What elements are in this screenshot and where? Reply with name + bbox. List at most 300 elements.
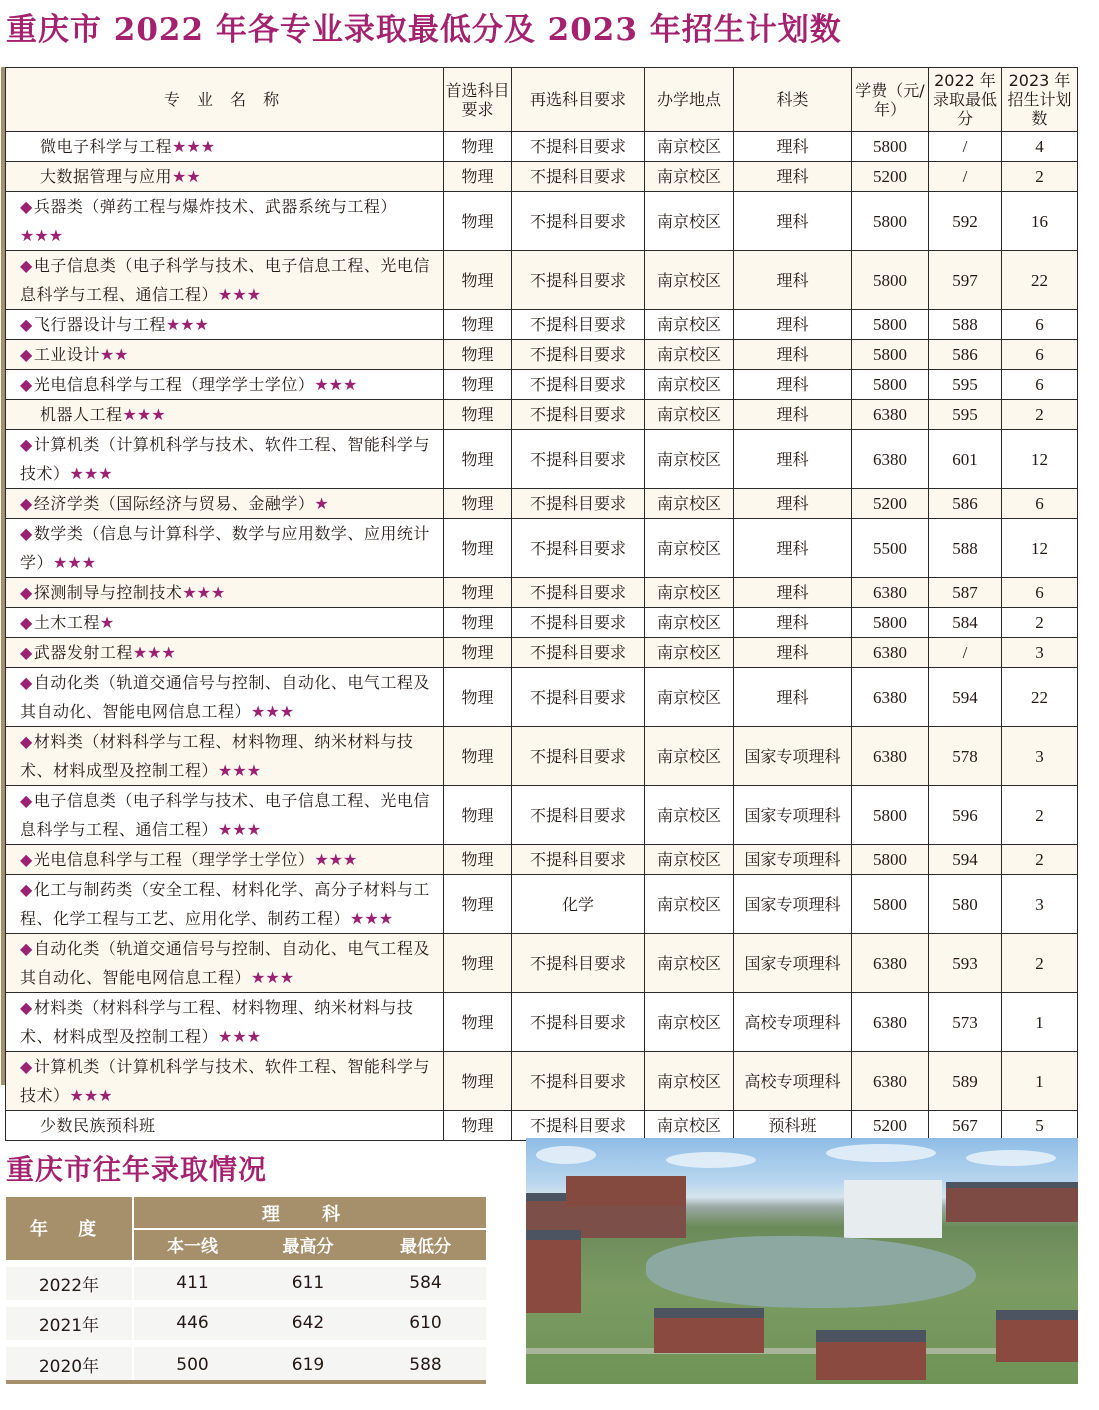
major-name: 工业设计 — [33, 345, 100, 364]
plan-2023-cell: 5 — [1002, 1111, 1078, 1141]
table-row — [6, 519, 1078, 578]
star-rating-icon: ★★★ — [20, 226, 64, 245]
second-subject-cell: 不提科目要求 — [512, 608, 645, 638]
second-subject-cell: 不提科目要求 — [512, 162, 645, 192]
plan-2023-cell: 12 — [1002, 430, 1078, 489]
major-name-cell — [6, 1052, 444, 1111]
category-cell: 高校专项理科 — [734, 993, 852, 1052]
major-name-cell — [6, 578, 444, 608]
category-cell: 理科 — [734, 519, 852, 578]
location-cell: 南京校区 — [645, 162, 734, 192]
category-cell: 理科 — [734, 668, 852, 727]
second-subject-cell: 不提科目要求 — [512, 845, 645, 875]
min-score-2022-cell: 595 — [929, 370, 1002, 400]
second-subject-cell: 不提科目要求 — [512, 934, 645, 993]
first-subject-cell: 物理 — [444, 608, 512, 638]
major-name: 材料类（材料科学与工程、材料物理、纳米材料与技术、材料成型及控制工程） — [20, 998, 414, 1046]
first-subject-cell: 物理 — [444, 370, 512, 400]
location-cell: 南京校区 — [645, 489, 734, 519]
campus-aerial-photo — [526, 1138, 1078, 1384]
diamond-marker-icon: ◆ — [20, 345, 33, 364]
diamond-marker-icon: ◆ — [20, 613, 33, 632]
second-subject-cell: 不提科目要求 — [512, 578, 645, 608]
col-header-name: 专 业 名 称 — [6, 68, 444, 132]
min-score-2022-cell: 597 — [929, 251, 1002, 310]
min-score-2022-cell: 594 — [929, 845, 1002, 875]
tuition-cell: 6380 — [852, 638, 929, 668]
first-subject-cell: 物理 — [444, 845, 512, 875]
table-row — [6, 934, 1078, 993]
second-subject-cell: 不提科目要求 — [512, 1052, 645, 1111]
second-subject-cell: 不提科目要求 — [512, 993, 645, 1052]
category-cell: 国家专项理科 — [734, 727, 852, 786]
tuition-cell: 5200 — [852, 1111, 929, 1141]
category-cell: 预科班 — [734, 1111, 852, 1141]
star-rating-icon: ★★★ — [251, 968, 295, 987]
tuition-cell: 6380 — [852, 400, 929, 430]
major-name: 自动化类（轨道交通信号与控制、自动化、电气工程及其自动化、智能电网信息工程） — [20, 673, 430, 721]
min-score-2022-cell: 586 — [929, 489, 1002, 519]
table-row — [6, 845, 1078, 875]
category-cell: 理科 — [734, 310, 852, 340]
min-score-2022-cell: 584 — [929, 608, 1002, 638]
tuition-cell: 6380 — [852, 934, 929, 993]
history-row — [6, 1343, 486, 1383]
star-rating-icon: ★★★ — [314, 850, 358, 869]
star-rating-icon: ★★★ — [218, 761, 262, 780]
star-rating-icon: ★★★ — [172, 137, 216, 156]
major-name-cell — [6, 162, 444, 192]
min-score-2022-cell: 580 — [929, 875, 1002, 934]
history-col-max: 最高分 — [251, 1229, 365, 1263]
location-cell: 南京校区 — [645, 608, 734, 638]
plan-2023-cell: 6 — [1002, 310, 1078, 340]
diamond-marker-icon: ◆ — [20, 643, 33, 662]
major-name-cell — [6, 934, 444, 993]
table-row — [6, 638, 1078, 668]
major-name-cell — [6, 638, 444, 668]
star-rating-icon: ★★★ — [122, 405, 166, 424]
col-header-plan-2023: 2023 年招生计划数 — [1002, 68, 1078, 132]
major-name: 化工与制药类（安全工程、材料化学、高分子材料与工程、化学工程与工艺、应用化学、制药工程） — [20, 880, 430, 928]
plan-2023-cell: 6 — [1002, 578, 1078, 608]
table-row — [6, 400, 1078, 430]
diamond-marker-icon: ◆ — [20, 939, 33, 958]
table-row — [6, 310, 1078, 340]
plan-2023-cell: 1 — [1002, 1052, 1078, 1111]
plan-2023-cell: 12 — [1002, 519, 1078, 578]
table-row — [6, 578, 1078, 608]
location-cell: 南京校区 — [645, 251, 734, 310]
min-score-2022-cell: 587 — [929, 578, 1002, 608]
plan-2023-cell: 1 — [1002, 993, 1078, 1052]
location-cell: 南京校区 — [645, 192, 734, 251]
history-max: 611 — [251, 1263, 365, 1303]
plan-2023-cell: 3 — [1002, 727, 1078, 786]
diamond-marker-icon: ◆ — [20, 197, 33, 216]
category-cell: 国家专项理科 — [734, 845, 852, 875]
star-rating-icon: ★ — [314, 494, 329, 513]
tuition-cell: 5800 — [852, 845, 929, 875]
second-subject-cell: 不提科目要求 — [512, 430, 645, 489]
plan-2023-cell: 2 — [1002, 845, 1078, 875]
tuition-cell: 6380 — [852, 430, 929, 489]
table-row — [6, 340, 1078, 370]
tuition-cell: 6380 — [852, 578, 929, 608]
major-name-cell — [6, 340, 444, 370]
major-name: 大数据管理与应用 — [40, 167, 173, 186]
major-name: 兵器类（弹药工程与爆炸技术、武器系统与工程） — [33, 197, 397, 216]
diamond-marker-icon: ◆ — [20, 435, 33, 454]
col-header-second-subject: 再选科目要求 — [512, 68, 645, 132]
table-row — [6, 162, 1078, 192]
category-cell: 理科 — [734, 608, 852, 638]
location-cell: 南京校区 — [645, 1052, 734, 1111]
diamond-marker-icon: ◆ — [20, 850, 33, 869]
major-name: 数学类（信息与计算科学、数学与应用数学、应用统计学） — [20, 524, 430, 572]
first-subject-cell: 物理 — [444, 251, 512, 310]
table-row — [6, 430, 1078, 489]
history-year: 2022年 — [6, 1263, 133, 1303]
major-name: 光电信息科学与工程（理学学士学位） — [33, 375, 315, 394]
category-cell: 国家专项理科 — [734, 934, 852, 993]
first-subject-cell: 物理 — [444, 430, 512, 489]
major-name-cell — [6, 489, 444, 519]
first-subject-cell: 物理 — [444, 489, 512, 519]
table-row — [6, 1111, 1078, 1141]
first-subject-cell: 物理 — [444, 786, 512, 845]
major-name: 飞行器设计与工程 — [33, 315, 166, 334]
star-rating-icon: ★★★ — [53, 553, 97, 572]
major-name: 经济学类（国际经济与贸易、金融学） — [33, 494, 315, 513]
major-name-cell — [6, 430, 444, 489]
major-name-cell — [6, 370, 444, 400]
min-score-2022-cell: / — [929, 638, 1002, 668]
first-subject-cell: 物理 — [444, 1052, 512, 1111]
second-subject-cell: 不提科目要求 — [512, 132, 645, 162]
history-line: 446 — [133, 1303, 251, 1343]
plan-2023-cell: 2 — [1002, 162, 1078, 192]
tuition-cell: 6380 — [852, 1052, 929, 1111]
location-cell: 南京校区 — [645, 993, 734, 1052]
history-min: 610 — [365, 1303, 486, 1343]
table-row — [6, 370, 1078, 400]
second-subject-cell: 不提科目要求 — [512, 1111, 645, 1141]
min-score-2022-cell: 588 — [929, 519, 1002, 578]
table-row — [6, 132, 1078, 162]
admission-plan-table — [5, 67, 1078, 1141]
diamond-marker-icon: ◆ — [20, 524, 33, 543]
table-row — [6, 727, 1078, 786]
first-subject-cell: 物理 — [444, 310, 512, 340]
location-cell: 南京校区 — [645, 430, 734, 489]
star-rating-icon: ★★★ — [182, 583, 226, 602]
star-rating-icon: ★★ — [99, 345, 129, 364]
major-name: 自动化类（轨道交通信号与控制、自动化、电气工程及其自动化、智能电网信息工程） — [20, 939, 430, 987]
category-cell: 理科 — [734, 370, 852, 400]
min-score-2022-cell: 595 — [929, 400, 1002, 430]
diamond-marker-icon: ◆ — [20, 791, 33, 810]
plan-2023-cell: 3 — [1002, 638, 1078, 668]
category-cell: 理科 — [734, 400, 852, 430]
col-header-tuition: 学费（元/年） — [852, 68, 929, 132]
min-score-2022-cell: / — [929, 132, 1002, 162]
major-name: 少数民族预科班 — [40, 1116, 156, 1135]
tuition-cell: 5800 — [852, 192, 929, 251]
second-subject-cell: 不提科目要求 — [512, 192, 645, 251]
min-score-2022-cell: 601 — [929, 430, 1002, 489]
second-subject-cell: 不提科目要求 — [512, 370, 645, 400]
star-rating-icon: ★★★ — [251, 702, 295, 721]
plan-2023-cell: 3 — [1002, 875, 1078, 934]
tuition-cell: 5800 — [852, 340, 929, 370]
location-cell: 南京校区 — [645, 519, 734, 578]
star-rating-icon: ★★★ — [132, 643, 176, 662]
major-name-cell — [6, 727, 444, 786]
tuition-cell: 5800 — [852, 251, 929, 310]
history-year: 2020年 — [6, 1343, 133, 1383]
history-table-bottom-rule — [6, 1380, 486, 1384]
plan-2023-cell: 4 — [1002, 132, 1078, 162]
category-cell: 高校专项理科 — [734, 1052, 852, 1111]
diamond-marker-icon: ◆ — [20, 375, 33, 394]
first-subject-cell: 物理 — [444, 875, 512, 934]
min-score-2022-cell: 592 — [929, 192, 1002, 251]
history-col-min: 最低分 — [365, 1229, 486, 1263]
category-cell: 理科 — [734, 489, 852, 519]
category-cell: 理科 — [734, 251, 852, 310]
location-cell: 南京校区 — [645, 934, 734, 993]
major-name: 机器人工程 — [40, 405, 123, 424]
history-row — [6, 1263, 486, 1303]
major-name-cell — [6, 875, 444, 934]
location-cell: 南京校区 — [645, 638, 734, 668]
plan-2023-cell: 2 — [1002, 786, 1078, 845]
second-subject-cell: 不提科目要求 — [512, 400, 645, 430]
history-line: 411 — [133, 1263, 251, 1303]
history-title: 重庆市往年录取情况 — [6, 1153, 268, 1186]
history-min: 588 — [365, 1343, 486, 1383]
history-max: 642 — [251, 1303, 365, 1343]
major-name: 土木工程 — [33, 613, 100, 632]
tuition-cell: 5500 — [852, 519, 929, 578]
category-cell: 理科 — [734, 578, 852, 608]
tuition-cell: 6380 — [852, 668, 929, 727]
major-name-cell — [6, 993, 444, 1052]
history-max: 619 — [251, 1343, 365, 1383]
plan-2023-cell: 2 — [1002, 608, 1078, 638]
major-name: 微电子科学与工程 — [40, 137, 173, 156]
second-subject-cell: 不提科目要求 — [512, 489, 645, 519]
plan-2023-cell: 22 — [1002, 251, 1078, 310]
plan-2023-cell: 6 — [1002, 489, 1078, 519]
location-cell: 南京校区 — [645, 727, 734, 786]
first-subject-cell: 物理 — [444, 400, 512, 430]
first-subject-cell: 物理 — [444, 519, 512, 578]
category-cell: 国家专项理科 — [734, 786, 852, 845]
major-name-cell — [6, 1111, 444, 1141]
location-cell: 南京校区 — [645, 400, 734, 430]
plan-2023-cell: 2 — [1002, 400, 1078, 430]
history-min: 584 — [365, 1263, 486, 1303]
major-name-cell — [6, 310, 444, 340]
major-name-cell — [6, 400, 444, 430]
first-subject-cell: 物理 — [444, 727, 512, 786]
location-cell: 南京校区 — [645, 340, 734, 370]
min-score-2022-cell: 588 — [929, 310, 1002, 340]
min-score-2022-cell: 589 — [929, 1052, 1002, 1111]
major-name-cell — [6, 786, 444, 845]
plan-2023-cell: 16 — [1002, 192, 1078, 251]
tuition-cell: 5800 — [852, 132, 929, 162]
major-name-cell — [6, 251, 444, 310]
history-col-year: 年 度 — [6, 1197, 133, 1263]
star-rating-icon: ★★★ — [218, 285, 262, 304]
category-cell: 理科 — [734, 162, 852, 192]
tuition-cell: 5200 — [852, 489, 929, 519]
table-row — [6, 668, 1078, 727]
min-score-2022-cell: 573 — [929, 993, 1002, 1052]
first-subject-cell: 物理 — [444, 340, 512, 370]
location-cell: 南京校区 — [645, 875, 734, 934]
second-subject-cell: 不提科目要求 — [512, 786, 645, 845]
major-name: 探测制导与控制技术 — [33, 583, 183, 602]
table-row — [6, 489, 1078, 519]
location-cell: 南京校区 — [645, 668, 734, 727]
table-row — [6, 786, 1078, 845]
location-cell: 南京校区 — [645, 132, 734, 162]
category-cell: 理科 — [734, 430, 852, 489]
second-subject-cell: 不提科目要求 — [512, 251, 645, 310]
page-title: 重庆市 2022 年各专业录取最低分及 2023 年招生计划数 — [6, 12, 842, 48]
table-header-row — [6, 68, 1078, 132]
major-name: 电子信息类（电子科学与技术、电子信息工程、光电信息科学与工程、通信工程） — [20, 791, 430, 839]
history-col-group-science: 理 科 — [133, 1197, 486, 1229]
diamond-marker-icon: ◆ — [20, 256, 33, 275]
major-name: 电子信息类（电子科学与技术、电子信息工程、光电信息科学与工程、通信工程） — [20, 256, 430, 304]
col-header-first-subject: 首选科目要求 — [444, 68, 512, 132]
tuition-cell: 5200 — [852, 162, 929, 192]
table-row — [6, 251, 1078, 310]
diamond-marker-icon: ◆ — [20, 998, 33, 1017]
first-subject-cell: 物理 — [444, 638, 512, 668]
tuition-cell: 5800 — [852, 786, 929, 845]
major-name: 武器发射工程 — [33, 643, 133, 662]
tuition-cell: 6380 — [852, 727, 929, 786]
diamond-marker-icon: ◆ — [20, 673, 33, 692]
col-header-location: 办学地点 — [645, 68, 734, 132]
diamond-marker-icon: ◆ — [20, 583, 33, 602]
second-subject-cell: 化学 — [512, 875, 645, 934]
tuition-cell: 5800 — [852, 875, 929, 934]
tuition-cell: 5800 — [852, 608, 929, 638]
table-row — [6, 875, 1078, 934]
first-subject-cell: 物理 — [444, 934, 512, 993]
min-score-2022-cell: 596 — [929, 786, 1002, 845]
second-subject-cell: 不提科目要求 — [512, 727, 645, 786]
diamond-marker-icon: ◆ — [20, 1057, 33, 1076]
category-cell: 理科 — [734, 132, 852, 162]
history-line: 500 — [133, 1343, 251, 1383]
diamond-marker-icon: ◆ — [20, 880, 33, 899]
table-row — [6, 192, 1078, 251]
second-subject-cell: 不提科目要求 — [512, 310, 645, 340]
major-name: 计算机类（计算机科学与技术、软件工程、智能科学与技术） — [20, 435, 430, 483]
min-score-2022-cell: 567 — [929, 1111, 1002, 1141]
second-subject-cell: 不提科目要求 — [512, 638, 645, 668]
diamond-marker-icon: ◆ — [20, 315, 33, 334]
diamond-marker-icon: ◆ — [20, 494, 33, 513]
location-cell: 南京校区 — [645, 1111, 734, 1141]
location-cell: 南京校区 — [645, 786, 734, 845]
major-name-cell — [6, 845, 444, 875]
diamond-marker-icon: ◆ — [20, 732, 33, 751]
star-rating-icon: ★★ — [172, 167, 201, 186]
major-name-cell — [6, 608, 444, 638]
tuition-cell: 6380 — [852, 993, 929, 1052]
first-subject-cell: 物理 — [444, 162, 512, 192]
tuition-cell: 5800 — [852, 310, 929, 340]
location-cell: 南京校区 — [645, 845, 734, 875]
major-name-cell — [6, 519, 444, 578]
history-table — [6, 1197, 486, 1383]
tuition-cell: 5800 — [852, 370, 929, 400]
major-name: 计算机类（计算机科学与技术、软件工程、智能科学与技术） — [20, 1057, 430, 1105]
category-cell: 理科 — [734, 192, 852, 251]
history-year: 2021年 — [6, 1303, 133, 1343]
star-rating-icon: ★ — [99, 613, 115, 632]
star-rating-icon: ★★★ — [69, 1086, 113, 1105]
first-subject-cell: 物理 — [444, 192, 512, 251]
col-header-category: 科类 — [734, 68, 852, 132]
min-score-2022-cell: / — [929, 162, 1002, 192]
first-subject-cell: 物理 — [444, 993, 512, 1052]
table-row — [6, 1052, 1078, 1111]
star-rating-icon: ★★★ — [218, 820, 262, 839]
category-cell: 理科 — [734, 340, 852, 370]
category-cell: 国家专项理科 — [734, 875, 852, 934]
first-subject-cell: 物理 — [444, 132, 512, 162]
category-cell: 理科 — [734, 638, 852, 668]
second-subject-cell: 不提科目要求 — [512, 519, 645, 578]
min-score-2022-cell: 593 — [929, 934, 1002, 993]
table-row — [6, 608, 1078, 638]
star-rating-icon: ★★★ — [314, 375, 358, 394]
plan-2023-cell: 22 — [1002, 668, 1078, 727]
plan-2023-cell: 6 — [1002, 370, 1078, 400]
table-row — [6, 993, 1078, 1052]
location-cell: 南京校区 — [645, 578, 734, 608]
first-subject-cell: 物理 — [444, 1111, 512, 1141]
location-cell: 南京校区 — [645, 370, 734, 400]
star-rating-icon: ★★★ — [350, 909, 394, 928]
location-cell: 南京校区 — [645, 310, 734, 340]
col-header-min-2022: 2022 年录取最低分 — [929, 68, 1002, 132]
second-subject-cell: 不提科目要求 — [512, 668, 645, 727]
min-score-2022-cell: 594 — [929, 668, 1002, 727]
major-name: 材料类（材料科学与工程、材料物理、纳米材料与技术、材料成型及控制工程） — [20, 732, 414, 780]
plan-2023-cell: 6 — [1002, 340, 1078, 370]
history-row — [6, 1303, 486, 1343]
min-score-2022-cell: 578 — [929, 727, 1002, 786]
major-name-cell — [6, 668, 444, 727]
major-name-cell — [6, 132, 444, 162]
min-score-2022-cell: 586 — [929, 340, 1002, 370]
star-rating-icon: ★★★ — [165, 315, 209, 334]
first-subject-cell: 物理 — [444, 578, 512, 608]
star-rating-icon: ★★★ — [69, 464, 113, 483]
major-name: 光电信息科学与工程（理学学士学位） — [33, 850, 315, 869]
